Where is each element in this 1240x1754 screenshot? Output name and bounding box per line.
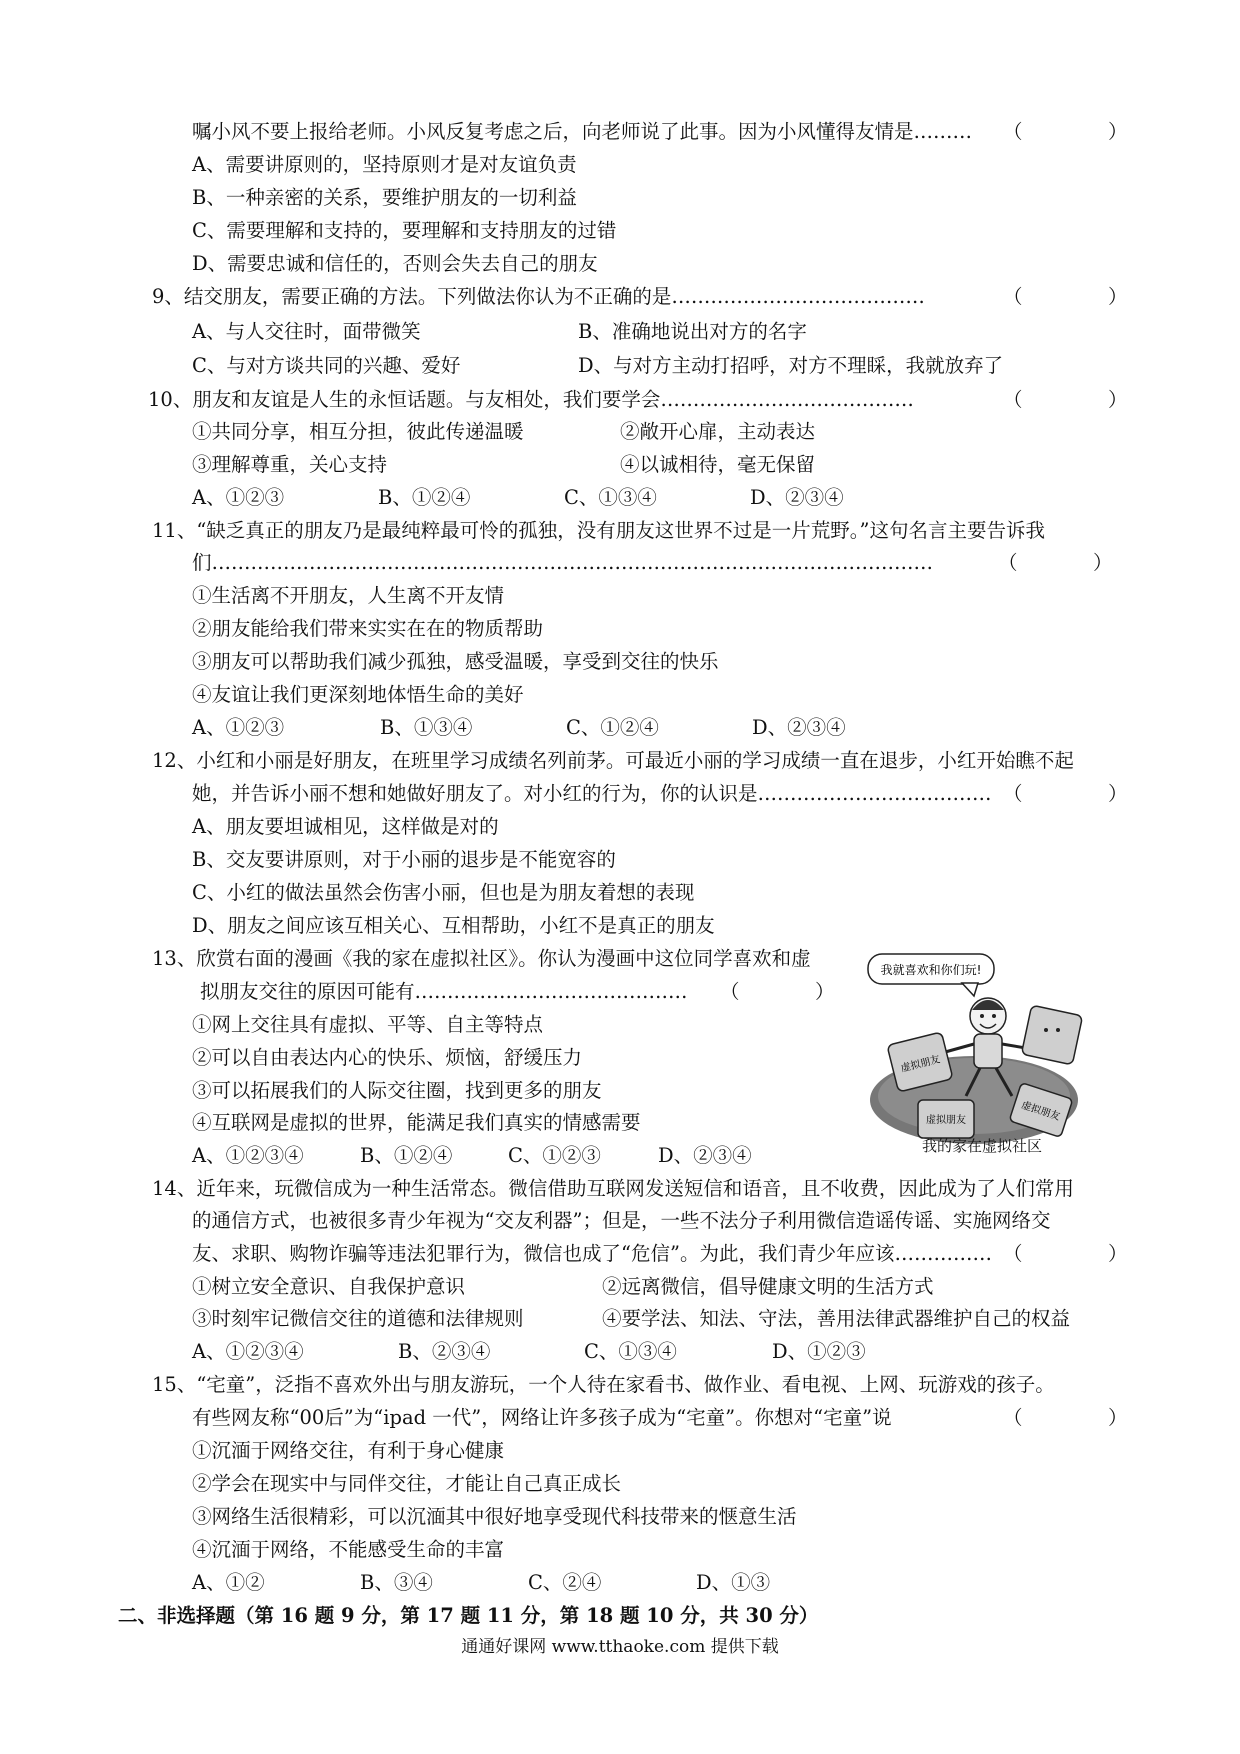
q13-choice-a: A、①②③④ [192,1144,304,1167]
q15-choice-c: C、②④ [528,1571,602,1594]
answer-paren-open: （ [720,980,740,1003]
cartoon-screen-label-bottom: 虚拟朋友 [926,1115,966,1126]
q11-item-1: ①生活离不开朋友，人生离不开友情 [192,584,505,607]
page-footer: 通通好课网 www.tthaoke.com 提供下载 [461,1637,779,1657]
q15-item-2: ②学会在现实中与同伴交往，才能让自己真正成长 [192,1472,622,1495]
q11-stem-line2: 们………………………………………………………………………………………………… [192,551,933,574]
q13-choice-d: D、②③④ [658,1144,752,1167]
q14-stem-line1: 14、近年来，玩微信成为一种生活常态。微信借助互联网发送短信和语音，且不收费，因此成为了人们常用 [152,1177,1074,1200]
q8-option-a: A、需要讲原则的，坚持原则才是对友谊负责 [192,153,577,176]
q15-choice-a: A、①② [192,1571,265,1594]
answer-paren-close: ） [1108,1242,1128,1265]
q10-item-2: ②敞开心扉，主动表达 [620,420,816,443]
q14-item-1: ①树立安全意识、自我保护意识 [192,1275,466,1298]
q8-option-c: C、需要理解和支持的，要理解和支持朋友的过错 [192,219,617,242]
q10-choice-b: B、①②④ [378,486,471,509]
answer-paren-close: ） [1108,285,1128,308]
q9-option-b: B、准确地说出对方的名字 [578,320,807,343]
q11-choice-a: A、①②③ [192,716,285,739]
section-2-heading: 二、非选择题（第 16 题 9 分，第 17 题 11 分，第 18 题 10 分，共 30 分） [118,1604,819,1627]
q14-item-3: ③时刻牢记微信交往的道德和法律规则 [192,1307,524,1330]
q15-item-3: ③网络生活很精彩，可以沉湎其中很好地享受现代科技带来的惬意生活 [192,1505,797,1528]
q9-option-c: C、与对方谈共同的兴趣、爱好 [192,354,461,377]
q13-choice-c: C、①②③ [508,1144,601,1167]
answer-paren-open: （ [1003,285,1023,308]
q15-item-1: ①沉湎于网络交往，有利于身心健康 [192,1439,505,1462]
q13-item-2: ②可以自由表达内心的快乐、烦恼，舒缓压力 [192,1046,583,1069]
answer-paren-close: ） [1108,120,1128,143]
cartoon-screen-label-right: 虚拟朋友 [1019,1100,1062,1123]
q11-choice-d: D、②③④ [752,716,846,739]
q10-choice-d: D、②③④ [750,486,844,509]
q14-choice-c: C、①③④ [584,1340,677,1363]
q10-item-3: ③理解尊重，关心支持 [192,453,388,476]
answer-paren-open: （ [1003,782,1023,805]
virtual-community-cartoon [862,950,1090,1152]
q15-item-4: ④沉湎于网络，不能感受生命的丰富 [192,1538,505,1561]
q14-choice-a: A、①②③④ [192,1340,304,1363]
q15-choice-b: B、③④ [360,1571,433,1594]
q8-option-d: D、需要忠诚和信任的，否则会失去自己的朋友 [192,252,598,275]
q14-item-2: ②远离微信，倡导健康文明的生活方式 [602,1275,934,1298]
q9-stem: 9、结交朋友，需要正确的方法。下列做法你认为不正确的是………………………………… [152,285,925,308]
q12-option-b: B、交友要讲原则，对于小丽的退步是不能宽容的 [192,848,616,871]
q12-option-a: A、朋友要坦诚相见，这样做是对的 [192,815,499,838]
q13-item-3: ③可以拓展我们的人际交往圈，找到更多的朋友 [192,1079,602,1102]
q13-stem-line2: 拟朋友交往的原因可能有…………………………………… [200,980,688,1003]
q15-stem-line1: 15、“宅童”，泛指不喜欢外出与朋友游玩，一个人待在家看书、做作业、看电视、上网、玩游戏的孩子。 [152,1373,1055,1396]
q14-stem-line3: 友、求职、购物诈骗等违法犯罪行为，微信也成了“危信”。为此，我们青少年应该…………… [192,1242,992,1265]
answer-paren-close: ） [1108,782,1128,805]
answer-paren-open: （ [1003,120,1023,143]
q15-stem-line2: 有些网友称“00后”为“ipad 一代”，网络让许多孩子成为“宅童”。你想对“宅童”说 [192,1406,892,1429]
q13-item-4: ④互联网是虚拟的世界，能满足我们真实的情感需要 [192,1111,641,1134]
q10-item-4: ④以诚相待，毫无保留 [620,453,816,476]
q10-choice-a: A、①②③ [192,486,285,509]
answer-paren-close: ） [815,980,835,1003]
q10-choice-c: C、①③④ [564,486,657,509]
answer-paren-open: （ [1003,388,1023,411]
q11-stem-line1: 11、“缺乏真正的朋友乃是最纯粹最可怜的孤独，没有朋友这世界不过是一片荒野。”这句名言主要告诉我 [152,519,1046,542]
cartoon-drawing [862,950,1090,1152]
q14-stem-line2: 的通信方式，也被很多青少年视为“交友利器”；但是，一些不法分子利用微信造谣传谣、实施网络交 [192,1209,1051,1232]
q11-item-3: ③朋友可以帮助我们减少孤独，感受温暖，享受到交往的快乐 [192,650,719,673]
answer-paren-close: ） [1093,551,1113,574]
q9-option-d: D、与对方主动打招呼，对方不理睬，我就放弃了 [578,354,1004,377]
cartoon-screen-label-left: 虚拟朋友 [899,1054,942,1075]
q14-choice-d: D、①②③ [772,1340,866,1363]
answer-paren-open: （ [1003,1406,1023,1429]
q14-choice-b: B、②③④ [398,1340,491,1363]
answer-paren-close: ） [1108,1406,1128,1429]
q13-choice-b: B、①②④ [360,1144,453,1167]
q8-option-b: B、一种亲密的关系，要维护朋友的一切利益 [192,186,577,209]
q11-item-2: ②朋友能给我们带来实实在在的物质帮助 [192,617,544,640]
q11-item-4: ④友谊让我们更深刻地体悟生命的美好 [192,683,524,706]
answer-paren-open: （ [998,551,1018,574]
q10-item-1: ①共同分享，相互分担，彼此传递温暖 [192,420,524,443]
q13-item-1: ①网上交往具有虚拟、平等、自主等特点 [192,1013,544,1036]
answer-paren-open: （ [1003,1242,1023,1265]
q12-stem-line2: 她，并告诉小丽不想和她做好朋友了。对小红的行为，你的认识是……………………………… [192,782,992,805]
cartoon-speech-text: 我就喜欢和你们玩! [880,963,982,977]
q11-choice-c: C、①②④ [566,716,659,739]
q13-stem-line1: 13、欣赏右面的漫画《我的家在虚拟社区》。你认为漫画中这位同学喜欢和虚 [152,947,811,970]
cartoon-caption: 我的家在虚拟社区 [922,1137,1043,1155]
answer-paren-close: ） [1108,388,1128,411]
q15-choice-d: D、①③ [696,1571,771,1594]
q12-option-d: D、朋友之间应该互相关心、互相帮助，小红不是真正的朋友 [192,914,715,937]
q12-stem-line1: 12、小红和小丽是好朋友，在班里学习成绩名列前茅。可最近小丽的学习成绩一直在退步，小红开始瞧不起 [152,749,1074,772]
q12-option-c: C、小红的做法虽然会伤害小丽，但也是为朋友着想的表现 [192,881,695,904]
q14-item-4: ④要学法、知法、守法，善用法律武器维护自己的权益 [602,1307,1071,1330]
q10-stem: 10、朋友和友谊是人生的永恒话题。与友相处，我们要学会………………………………… [148,388,914,411]
q8-stem: 嘱小风不要上报给老师。小风反复考虑之后，向老师说了此事。因为小风懂得友情是……… [192,120,973,143]
q11-choice-b: B、①③④ [380,716,473,739]
q9-option-a: A、与人交往时，面带微笑 [192,320,421,343]
